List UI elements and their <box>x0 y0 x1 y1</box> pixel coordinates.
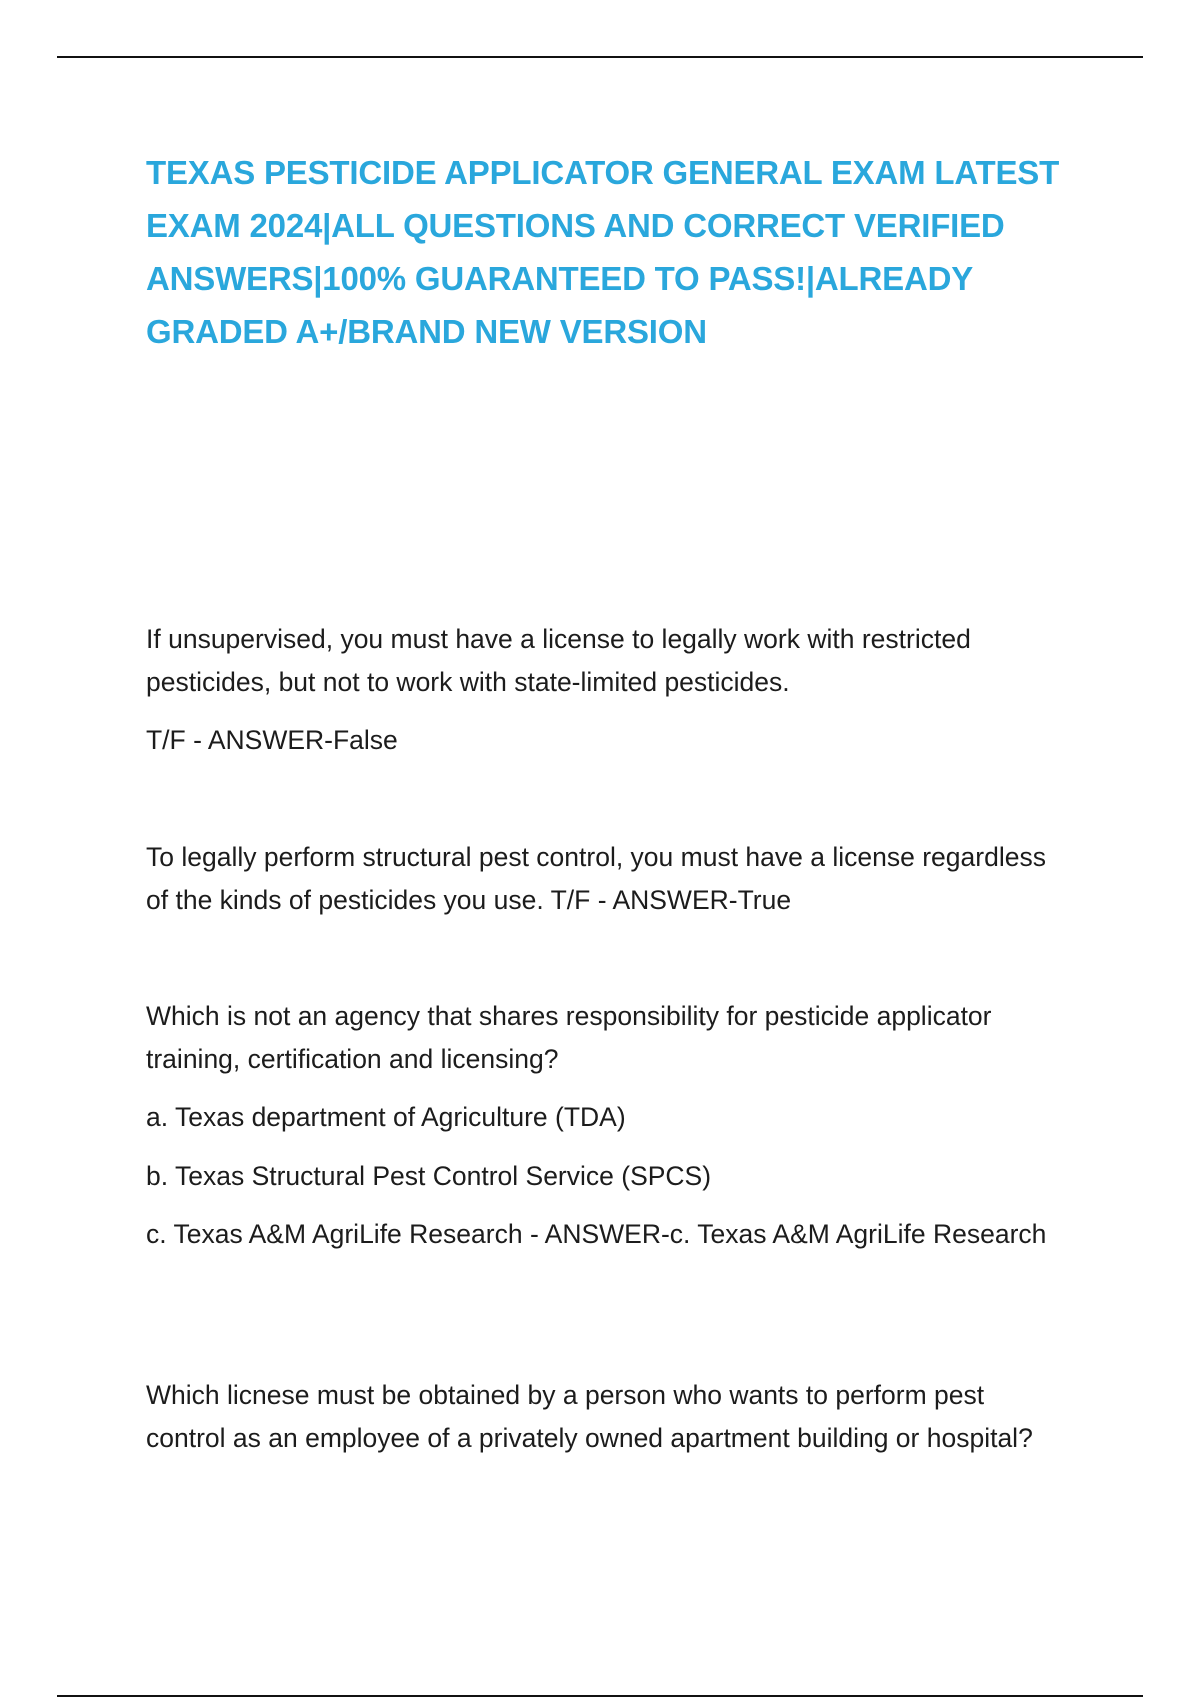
document-title: TEXAS PESTICIDE APPLICATOR GENERAL EXAM LATEST EXAM 2024|ALL QUESTIONS AND CORRECT VERIFIED ANSWERS|100% GUARANTEED TO PASS!|ALREADY GRADED A+/BRAND NEW VERSION <box>146 154 1060 350</box>
question-2 <box>146 836 1066 937</box>
bottom-rule <box>57 1695 1143 1697</box>
question-2-text: To legally perform structural pest control, you must have a license regardless of the kinds of pesticides you use. T/F - ANSWER-True <box>146 842 1046 915</box>
question-1-answer: T/F - ANSWER-False <box>146 725 398 755</box>
question-3-option-a: a. Texas department of Agriculture (TDA) <box>146 1102 626 1132</box>
question-1-text: If unsupervised, you must have a license to legally work with restricted pesticides, but not to work with state-limited pesticides. <box>146 624 971 697</box>
question-3-text: Which is not an agency that shares responsibility for pesticide applicator training, certification and licensing? <box>146 1001 992 1074</box>
question-3 <box>146 995 1066 1272</box>
question-1 <box>146 618 1066 778</box>
top-rule <box>57 56 1143 58</box>
question-3-option-c: c. Texas A&M AgriLife Research - ANSWER-c. Texas A&M AgriLife Research <box>146 1219 1047 1249</box>
question-3-option-b: b. Texas Structural Pest Control Service (SPCS) <box>146 1160 712 1191</box>
question-4 <box>146 1374 1066 1475</box>
question-4-text: Which licnese must be obtained by a person who wants to perform pest control as an employee of a privately owned apartment building or hospital? <box>146 1380 1033 1453</box>
